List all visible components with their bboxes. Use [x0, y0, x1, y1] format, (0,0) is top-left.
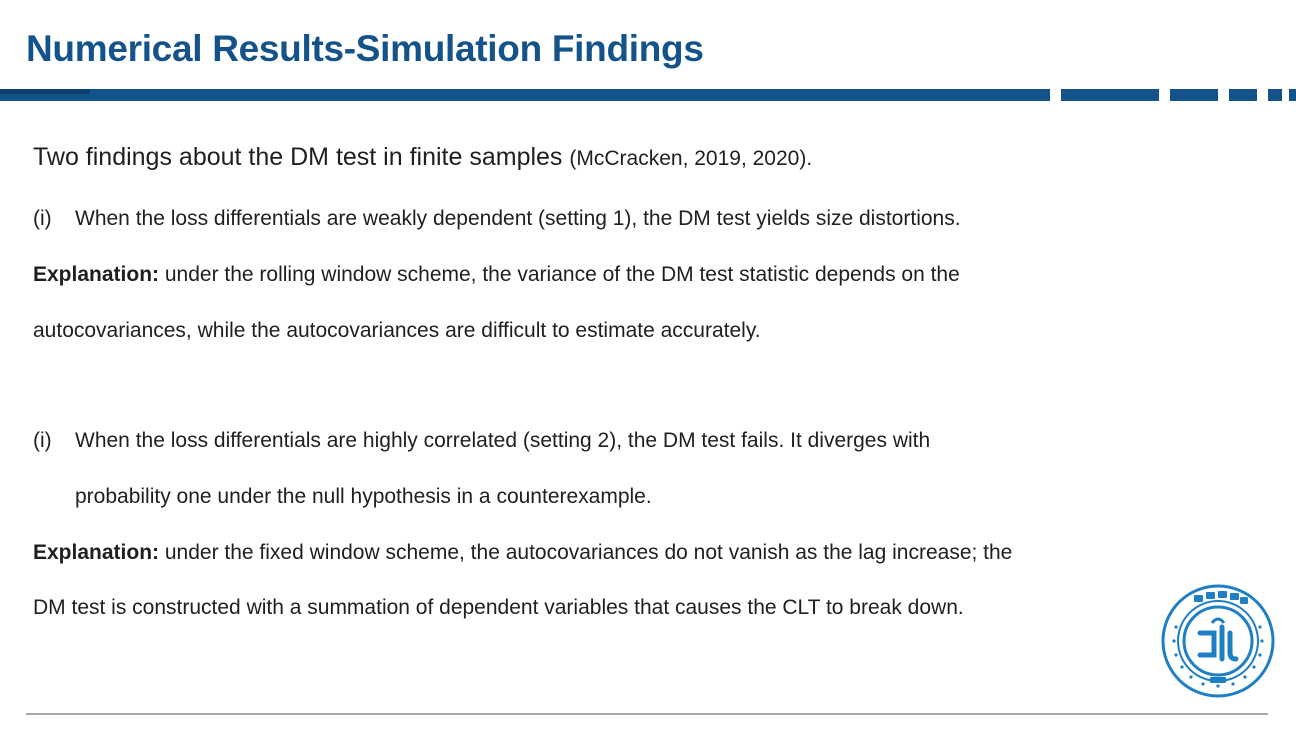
university-seal-logo	[1160, 583, 1276, 699]
title-underline-dash	[1268, 89, 1282, 101]
finding-2-text-line-2: probability one under the null hypothesis in a counterexample.	[75, 485, 652, 508]
title-underline-dash	[1229, 89, 1257, 101]
title-underline-dash	[1170, 89, 1218, 101]
finding-1-marker: (i)	[33, 207, 52, 230]
finding-1-explanation-label: Explanation:	[33, 263, 160, 286]
finding-1-text: When the loss differentials are weakly dependent (setting 1), the DM test yields size distortions.	[75, 207, 961, 230]
finding-2-marker: (i)	[33, 429, 52, 452]
finding-1-explanation-line-2: autocovariances, while the autocovariances are difficult to estimate accurately.	[33, 319, 761, 342]
title-underline	[0, 89, 1296, 101]
finding-2-explanation-line-1: under the fixed window scheme, the autocovariances do not vanish as the lag increase; the	[159, 541, 1013, 564]
seal-icon	[1160, 583, 1276, 699]
finding-2-text-line-1: When the loss differentials are highly correlated (setting 2), the DM test fails. It diverges with	[75, 429, 931, 452]
intro-citation: (McCracken, 2019, 2020).	[569, 147, 813, 170]
finding-2-explanation-label: Explanation:	[33, 541, 160, 564]
finding-1-explanation-line-1: under the rolling window scheme, the variance of the DM test statistic depends on the	[159, 263, 960, 286]
title-underline-accent	[0, 89, 90, 94]
finding-2-explanation-line-2: DM test is constructed with a summation of dependent variables that causes the CLT to break down.	[33, 596, 964, 619]
title-underline-main	[0, 89, 1050, 101]
intro-text: Two findings about the DM test in finite samples	[33, 143, 570, 171]
intro-line	[33, 143, 812, 172]
finding-1-explanation	[33, 263, 960, 287]
title-underline-dash	[1289, 89, 1296, 101]
finding-1	[33, 207, 961, 231]
slide-title: Numerical Results-Simulation Findings	[26, 28, 704, 69]
finding-2	[33, 429, 930, 453]
footer-divider	[26, 713, 1268, 715]
finding-2-explanation	[33, 541, 1012, 565]
title-underline-dash	[1061, 89, 1159, 101]
